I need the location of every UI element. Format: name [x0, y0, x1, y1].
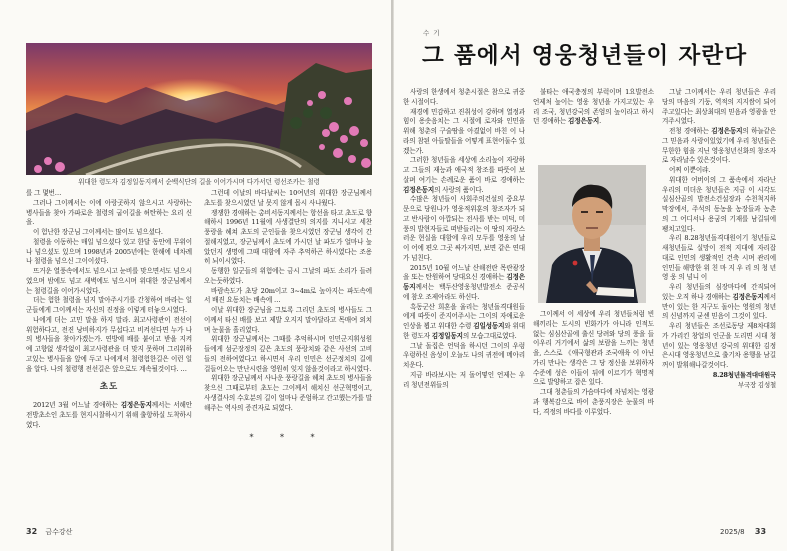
right-column-2-bottom: [533, 310, 654, 417]
paragraph: 수많은 청년들이 사회주의건설의 중요부문으로 당원나가 영웅적위훈의 창조자가 되고 반사람이 아깝되는 전사를 받는 미덕, 미풍의 발현자들로 떠받들리는 이 땅의 자랑스러운 현실을 대함에 우리 모두를 영웅의 날이 어에 편오 그곳 싸가지면, 보면 같은 연대가 넘친다.: [403, 195, 525, 262]
paragraph: 2012년 3월 어느날 경애하는 김정은동지께서는 서해안전방초소인 초도를 현지시찰하시기 위해 출항하실 도착하시였다.: [26, 401, 192, 429]
paragraph: 그런데 이날의 바다날씨는 10여년의 위대한 장군님께서 초도를 찾으시였던 날 못지 않게 몹시 사나웠다.: [204, 189, 372, 207]
left-column-2: [204, 189, 372, 443]
paragraph: 사랑의 한생에서 청춘시절은 참으로 귀중한 시절이다.: [403, 88, 525, 106]
paragraph: 뜨거운 열풍속에서도 넘으시고 눈비를 맞으면서도 넘으시였으며 밤에도 넘고 새벽에도 넘으시며 위대한 장군님께서는 철령길을 이어가시었다.: [26, 267, 192, 295]
paragraph: 더는 험한 철령을 넘지 말아주시기를 간청하여 바라는 일군들에게 그이께서는 자신의 진정을 이렇게 터놓으시였다.: [26, 296, 192, 314]
page-number: 33: [754, 527, 767, 536]
paragraph: 나에게 더는 고민 말을 하지 말라. 최고사령관이 전선이 위험하다고, 전진 낭비하지가 무섭다고 비켜선다면 누가 나의 병사들을 찾아가겠는가. 연방에 배를 붙이고 받을 지켜 예 고향없 생각없이 최고사령관을 더 맞지 못하며 그리워하고있는 병사들을 앞에 두고 나에게서 철령험한길은 이런 일을 알다. 나의 철령행 전선길은 앞으로도 계속될것이다. …: [26, 315, 192, 373]
paragraph: 우리 8.28청년돌격대원이기 청년들로 새청년들로 실망이 전적 지대에 자리잡 대로 인민의 생활적인 건축 시며 관리에 인민들 해방한 위 친 마 지 우 리 의 청 년 영 웅 의 넘니 이: [662, 234, 776, 282]
section-label: 수기: [423, 29, 444, 37]
paragraph: 재경에 민감하고 진취성이 강하며 열정과 힘이 용솟음치는 그 시절에 로자와 인민을 위해 청춘의 구술땀을 아겼없이 바친 이 나라의 참된 아들딸들을 어떻게 표현어둘수 있겠는가.: [403, 107, 525, 155]
right-page: [394, 0, 787, 551]
author-name: 부국장 김성철: [737, 380, 776, 389]
paragraph: 불타는 애국충정의 부럭이며 1요발전소언제처 높이는 영웅 청년을 가지고있는 우리 조국, 청년강국의 존엄의 높이라고 하시던 경애하는 김정은동지.: [533, 88, 654, 126]
paragraph: 2015년 10월 어느날 산해전란 목란광장을 또는 탄원하여 당대요신 경애하는 김정은동지께서는 백두산영웅청년발전소 준공식에 참오 조제아라도 하신다.: [403, 263, 525, 301]
page-number: 32: [26, 527, 38, 536]
right-column-2-top: [533, 88, 654, 127]
photo-caption: 위대한 령도자 김정일동지께서 순백식단의 길을 이어가시며 다가서던 령선조카는 철령: [78, 178, 320, 186]
paragraph: 어찌 이뿐이랴.: [669, 166, 711, 174]
author-affiliation: 8.28청년돌격대대원국: [712, 370, 776, 379]
paragraph: 쟁쟁한 경애하는 총비서동지께서는 항선을 타고 초도로 향해하시 1996년 11월에 사생결단의 의지를 지니시고 세찬 풍랑을 헤쳐 초도의 군인들을 찾으시였던 장군님 생각이 간절해지였고, 장군님께서 초도에 가시던 날 파도가 얼마나 높았던지 생명에 그때 대함에 자주 추억하곤 하시였다는 조용히 뇌이시였다.: [204, 208, 372, 266]
left-column-1: [26, 189, 192, 431]
paragraph: 전청 경애하는 김정은동지의 하늘같은 그 믿음과 사랑이있었기에 우리 청년들은 무한한 힘을 지닌 영웅청년신화의 창조자로 자라날수 있은것이다.: [662, 127, 776, 165]
paragraph: 바람속도가 초당 20m이고 3~4m로 높아지는 파도속에서 배진 요동치는 배속에 …: [204, 286, 372, 305]
paragraph: 동행한 일군들의 위험에는 금시 그날의 파도 소리가 들려오는듯하였다.: [204, 267, 372, 285]
section-subhead: 초도: [99, 382, 119, 393]
paragraph: 위대한 어버이의 그 품속에서 자라난 우리의 미더운 청년들은 지금 이 시각도 실심산골의 발전소건설장과 수천척지하막장에서, 주석의 동농을 농장들과 농촌의 그 어디서나 용굼의 기재를 남길뒤에 팽치고있다.: [662, 175, 776, 233]
author-portrait: [538, 165, 646, 303]
paragraph: 우리 청년들의 심장마다에 간직되여 있는 오직 하나 경애하는 김정은동지께서만이 있는 한 지구도 돌아는 영원의 청년의 신념까지 굳센 믿음이 그것이 있다.: [662, 283, 776, 321]
landscape-photo: [26, 43, 372, 175]
right-folio: [720, 527, 766, 536]
paragraph: 를 그 몇번…: [26, 189, 62, 197]
paragraph: 그날 돌집은 언덕을 하시던 그이의 우렁우렁하신 음성이 오늘도 나의 귀전에 메아리치운다.: [403, 341, 525, 369]
paragraph: 철령을 이동하는 매일 넘으셨다 있고 한달 동안에 무위이나 넘으셨도 있으며 1998년과 2005년에는 한해에 네차례나 철령을 넘으신 그이이셨다.: [26, 237, 192, 266]
paragraph: 지금 바라보시는 저 돌어떻인 언제는 우리 청년전위들의: [403, 370, 525, 389]
paragraph: 위대한 장군님께서는 그때를 추억하시며 인민군지휘성원들에게 섬군장정의 깊은 초도의 풍랑치와 같은 사선의 고비들의 전하여였다고 하시면서 우리 인민은 선군정치의 길에 걸들어오는 만난시련을 영원히 잊지 않을것이라고 하시였다.: [204, 335, 372, 373]
paragraph: 그러한 청년들을 세상에 소리높이 자랑하고 그들의 재능과 애국적 창조를 따뜻이 보살펴 여기는 손례로운 품이 바로 경애하는 김정은동지의 사랑의 품이다.: [403, 156, 525, 194]
paragraph: 그러나 그이께서는 이에 아랑곳하지 않으시고 사랑하는 병사들을 찾아 가파로운 철령의 굽이길을 허탄하는 요리 신을.: [26, 198, 192, 227]
right-column-3: [662, 88, 776, 390]
paragraph: 우리 청년들은 조선로동당 제8차대회가 가리킨 창업의 인군을 도리면 시대 청년이 있는 영웅청년 강국의 위대한 김정은시대 영웅청년으로 출기차 용행을 남길꺼이 발휘해나갈것이다.: [662, 322, 776, 369]
paragraph: 이날 위대한 장군님을 그토록 그리던 초도의 병사들도 그이께서 타신 배를 보고 제발 오지지 말아달라고 목매여 외치며 눈물을 흘리였다.: [204, 306, 372, 334]
issue-date: 2025/8: [720, 528, 745, 536]
article-headline: 그 품에서 영웅청년들이 자란다: [422, 43, 748, 69]
paragraph: 흑동군산 희혼을 울리는 청년돌격대원들에게 따뜻이 준지어주시는 그이의 자애로운 인상을 뵙고 위대한 수령 김일성동지와 위대한 령도자 김정일동지의 모습그대로였다.: [403, 302, 525, 340]
section-divider-stars: * * *: [249, 433, 327, 443]
paragraph: 그이께서 이 세상에 우리 청년들처럼 빈해끼리는 도시의 빈화가가 아니라 인적도 없는 심심산골에 출신 당려와 당의 풍을 들이우리 거기에서 삶의 보람을 느끼는 청년을, 스스로 《애국형관과 조국애육 이 아닌 가리 만나는 생각은 그 당 정신을 보위하자 수준에 성은 이들이 뒤에 이르기가 혁명적으로 발양하고 잡은 있다.: [533, 310, 654, 387]
right-column-1: [403, 88, 525, 390]
paragraph: 위대한 장군님께서 사나운 풍랑길을 헤쳐 초도의 병사들을 찾으신 그때로부터 초도는 그이께서 해치신 선군혁명이고, 사생결사의 수호분의 길이 얼마나 준엄하고 간고했는가를 말해주는 역사의 증견자로 되였다.: [204, 374, 372, 412]
paragraph: 그날 그이께서는 우리 청년들은 우리 당의 마음의 기둥, 역적의 지지쌈이 되어주고있다는 최상최대의 믿음과 영광을 안겨주시였다.: [662, 88, 776, 126]
left-page: [0, 0, 392, 551]
left-folio: [26, 527, 72, 537]
paragraph: 그대 청춘들의 가슴마다에 차넘치는 영광과 행복감으로 바이 춘풍지장은 눈물의 바다, 격정의 바다를 이루었다.: [533, 388, 654, 416]
paragraph: 이 험난한 장군님 그이께서는 많이도 넘으셨다.: [33, 228, 163, 236]
magazine-title: 금수강산: [45, 528, 73, 536]
